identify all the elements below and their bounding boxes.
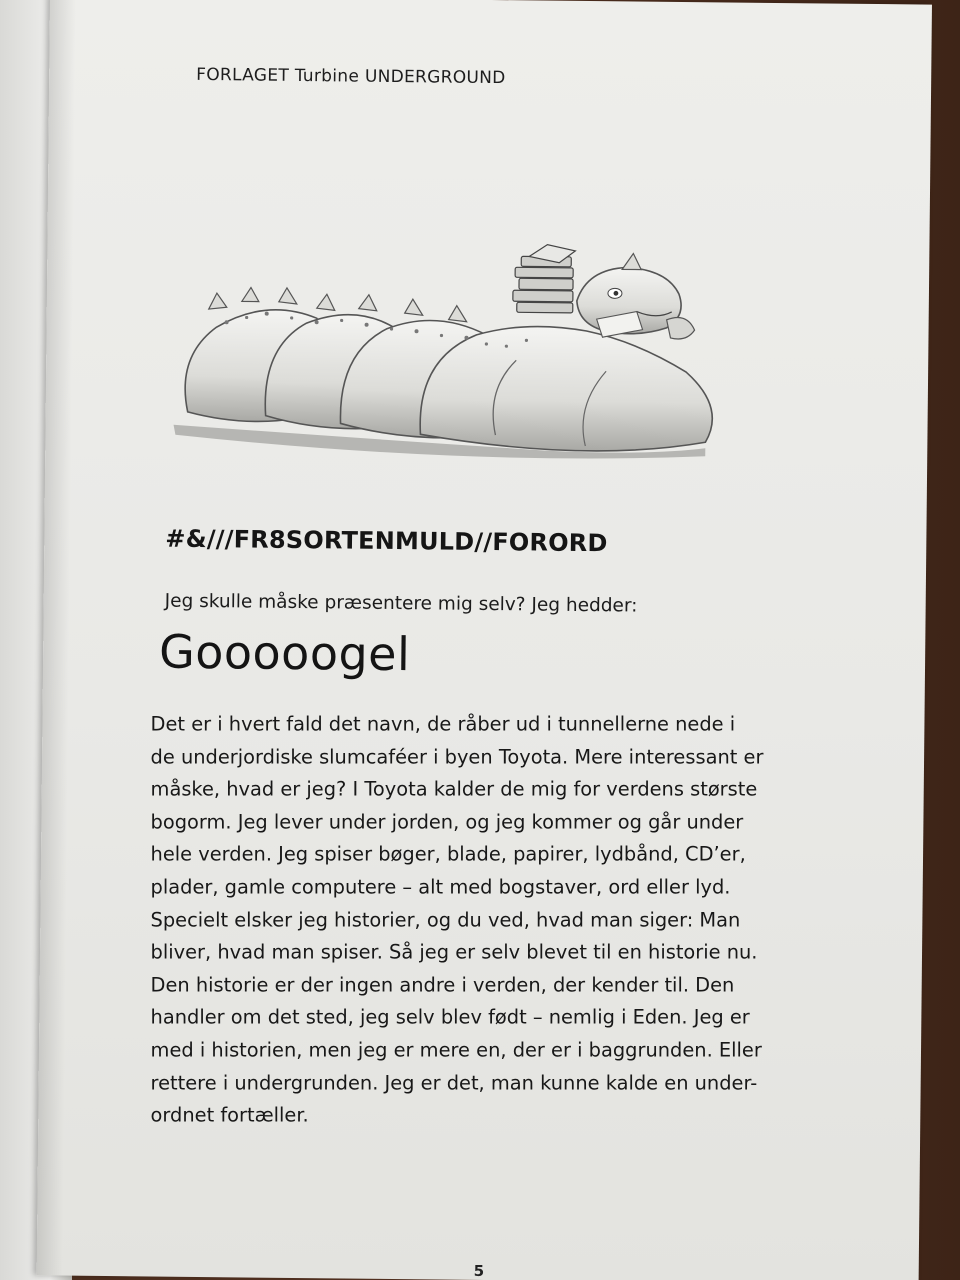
body-paragraph <box>151 708 851 1132</box>
running-head: FORLAGET Turbine UNDERGROUND <box>196 64 506 89</box>
body-line: med i historien, men jeg er mere en, der er i baggrunden. Eller <box>150 1038 762 1062</box>
body-line: Den historie er der ingen andre i verden, der kender til. Den <box>150 973 735 997</box>
body-line: Specielt elsker jeg historier, og du ved, hvad man siger: Man <box>150 908 741 932</box>
body-line: de underjordiske slumcaféer i byen Toyota. Mere interessant er <box>150 745 764 769</box>
body-line: bliver, hvad man spiser. Så jeg er selv blevet til en historie nu. <box>150 940 758 964</box>
section-heading: #&///FR8SORTENMULD//FORORD <box>165 524 608 558</box>
body-line: ordnet fortæller. <box>150 1103 309 1127</box>
body-line: hele verden. Jeg spiser bøger, blade, papirer, lydbånd, CD’er, <box>150 842 746 866</box>
body-line: Det er i hvert fald det navn, de råber ud i tunnellerne nede i <box>150 712 736 736</box>
body-line: rettere i undergrunden. Jeg er det, man kunne kalde en under- <box>150 1071 758 1095</box>
bookworm-illustration <box>165 237 727 478</box>
body-line: handler om det sted, jeg selv blev født – nemlig i Eden. Jeg er <box>150 1005 750 1029</box>
name-title: Gooooogel <box>158 624 411 682</box>
body-line: plader, gamle computere – alt med bogstaver, ord eller lyd. <box>150 875 731 899</box>
page-number: 5 <box>473 1261 485 1280</box>
body-line: måske, hvad er jeg? I Toyota kalder de mig for verdens største <box>150 777 758 801</box>
body-line: bogorm. Jeg lever under jorden, og jeg kommer og går under <box>150 810 744 834</box>
book-page <box>37 0 932 1280</box>
intro-line: Jeg skulle måske præsentere mig selv? Jeg hedder: <box>164 590 638 617</box>
